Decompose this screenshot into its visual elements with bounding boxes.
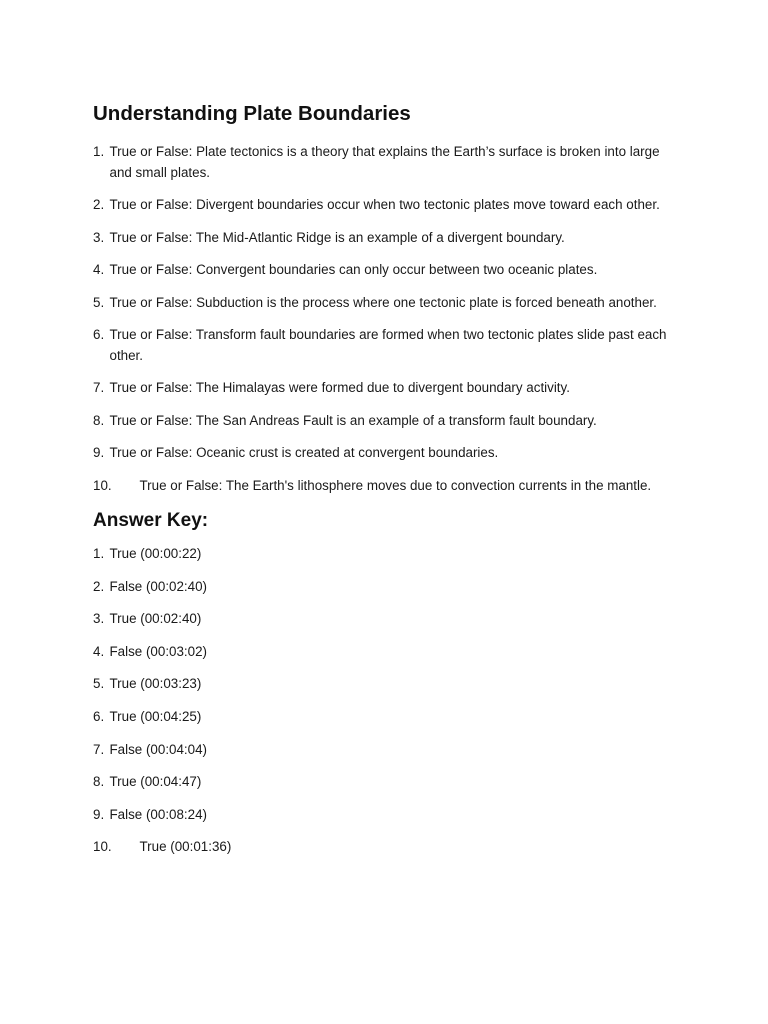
question-item [93, 378, 678, 399]
answer-number: 1. [93, 546, 105, 561]
question-number: 7. [93, 380, 105, 395]
question-text: True or False: Oceanic crust is created at convergent boundaries. [109, 445, 499, 460]
answer-text: True (00:02:40) [109, 611, 202, 627]
question-number: 8. [93, 412, 105, 428]
answer-item [93, 707, 678, 728]
question-item [93, 411, 678, 432]
answer-item [93, 837, 678, 858]
answer-number: 4. [93, 643, 105, 659]
answer-list [93, 544, 678, 858]
question-text: True or False: The Himalayas were formed due to divergent boundary activity. [109, 380, 570, 395]
answer-text: False (00:02:40) [109, 578, 208, 594]
answer-item [93, 609, 678, 630]
answer-key-heading: Answer Key: [93, 510, 209, 531]
question-item [93, 443, 678, 464]
document-content [93, 100, 678, 870]
question-item [93, 325, 678, 366]
answer-item [93, 544, 678, 565]
question-text: True or False: The Earth's lithosphere moves due to convection currents in the mantle. [139, 477, 652, 493]
answer-text: False (00:08:24) [109, 806, 208, 822]
question-text: True or False: The Mid-Atlantic Ridge is an example of a divergent boundary. [109, 229, 565, 245]
answer-number: 10. [93, 839, 112, 855]
answer-text: False (00:03:02) [109, 643, 208, 659]
answer-text: True (00:03:23) [109, 676, 202, 692]
document-title: Understanding Plate Boundaries [93, 102, 411, 125]
question-number: 4. [93, 262, 105, 277]
answer-item [93, 674, 678, 695]
answer-text: False (00:04:04) [109, 741, 208, 757]
answer-number: 3. [93, 611, 105, 627]
question-item [93, 293, 678, 314]
question-number: 5. [93, 294, 105, 310]
question-text: True or False: Subduction is the process where one tectonic plate is forced beneath another. [109, 294, 657, 310]
question-number: 2. [93, 197, 105, 212]
answer-item [93, 577, 678, 598]
answer-text: True (00:04:47) [109, 774, 202, 790]
answer-number: 6. [93, 708, 105, 724]
answer-item [93, 642, 678, 663]
question-text: True or False: Convergent boundaries can only occur between two oceanic plates. [109, 262, 598, 277]
answer-number: 2. [93, 578, 105, 594]
question-number: 9. [93, 445, 105, 460]
question-item [93, 142, 678, 183]
question-item [93, 260, 678, 281]
question-text: True or False: Plate tectonics is a theory that explains the Earth’s surface is broken into large and small plates. [109, 144, 660, 180]
question-number: 6. [93, 327, 105, 342]
answer-item [93, 740, 678, 761]
answer-item [93, 772, 678, 793]
question-item [93, 228, 678, 249]
question-number: 1. [93, 144, 105, 159]
answer-number: 9. [93, 806, 105, 822]
question-item [93, 195, 678, 216]
question-text: True or False: The San Andreas Fault is an example of a transform fault boundary. [109, 412, 597, 428]
answer-text: True (00:01:36) [139, 839, 232, 855]
answer-item [93, 805, 678, 826]
answer-number: 8. [93, 774, 105, 790]
answer-text: True (00:00:22) [109, 546, 202, 561]
question-text: True or False: Divergent boundaries occur when two tectonic plates move toward each other. [109, 197, 660, 212]
question-list [93, 142, 678, 496]
question-text: True or False: Transform fault boundaries are formed when two tectonic plates slide past each other. [109, 327, 667, 363]
question-item [93, 476, 678, 497]
answer-text: True (00:04:25) [109, 708, 202, 724]
question-number: 10. [93, 477, 112, 493]
answer-number: 7. [93, 741, 105, 757]
question-number: 3. [93, 229, 105, 245]
answer-number: 5. [93, 676, 105, 692]
